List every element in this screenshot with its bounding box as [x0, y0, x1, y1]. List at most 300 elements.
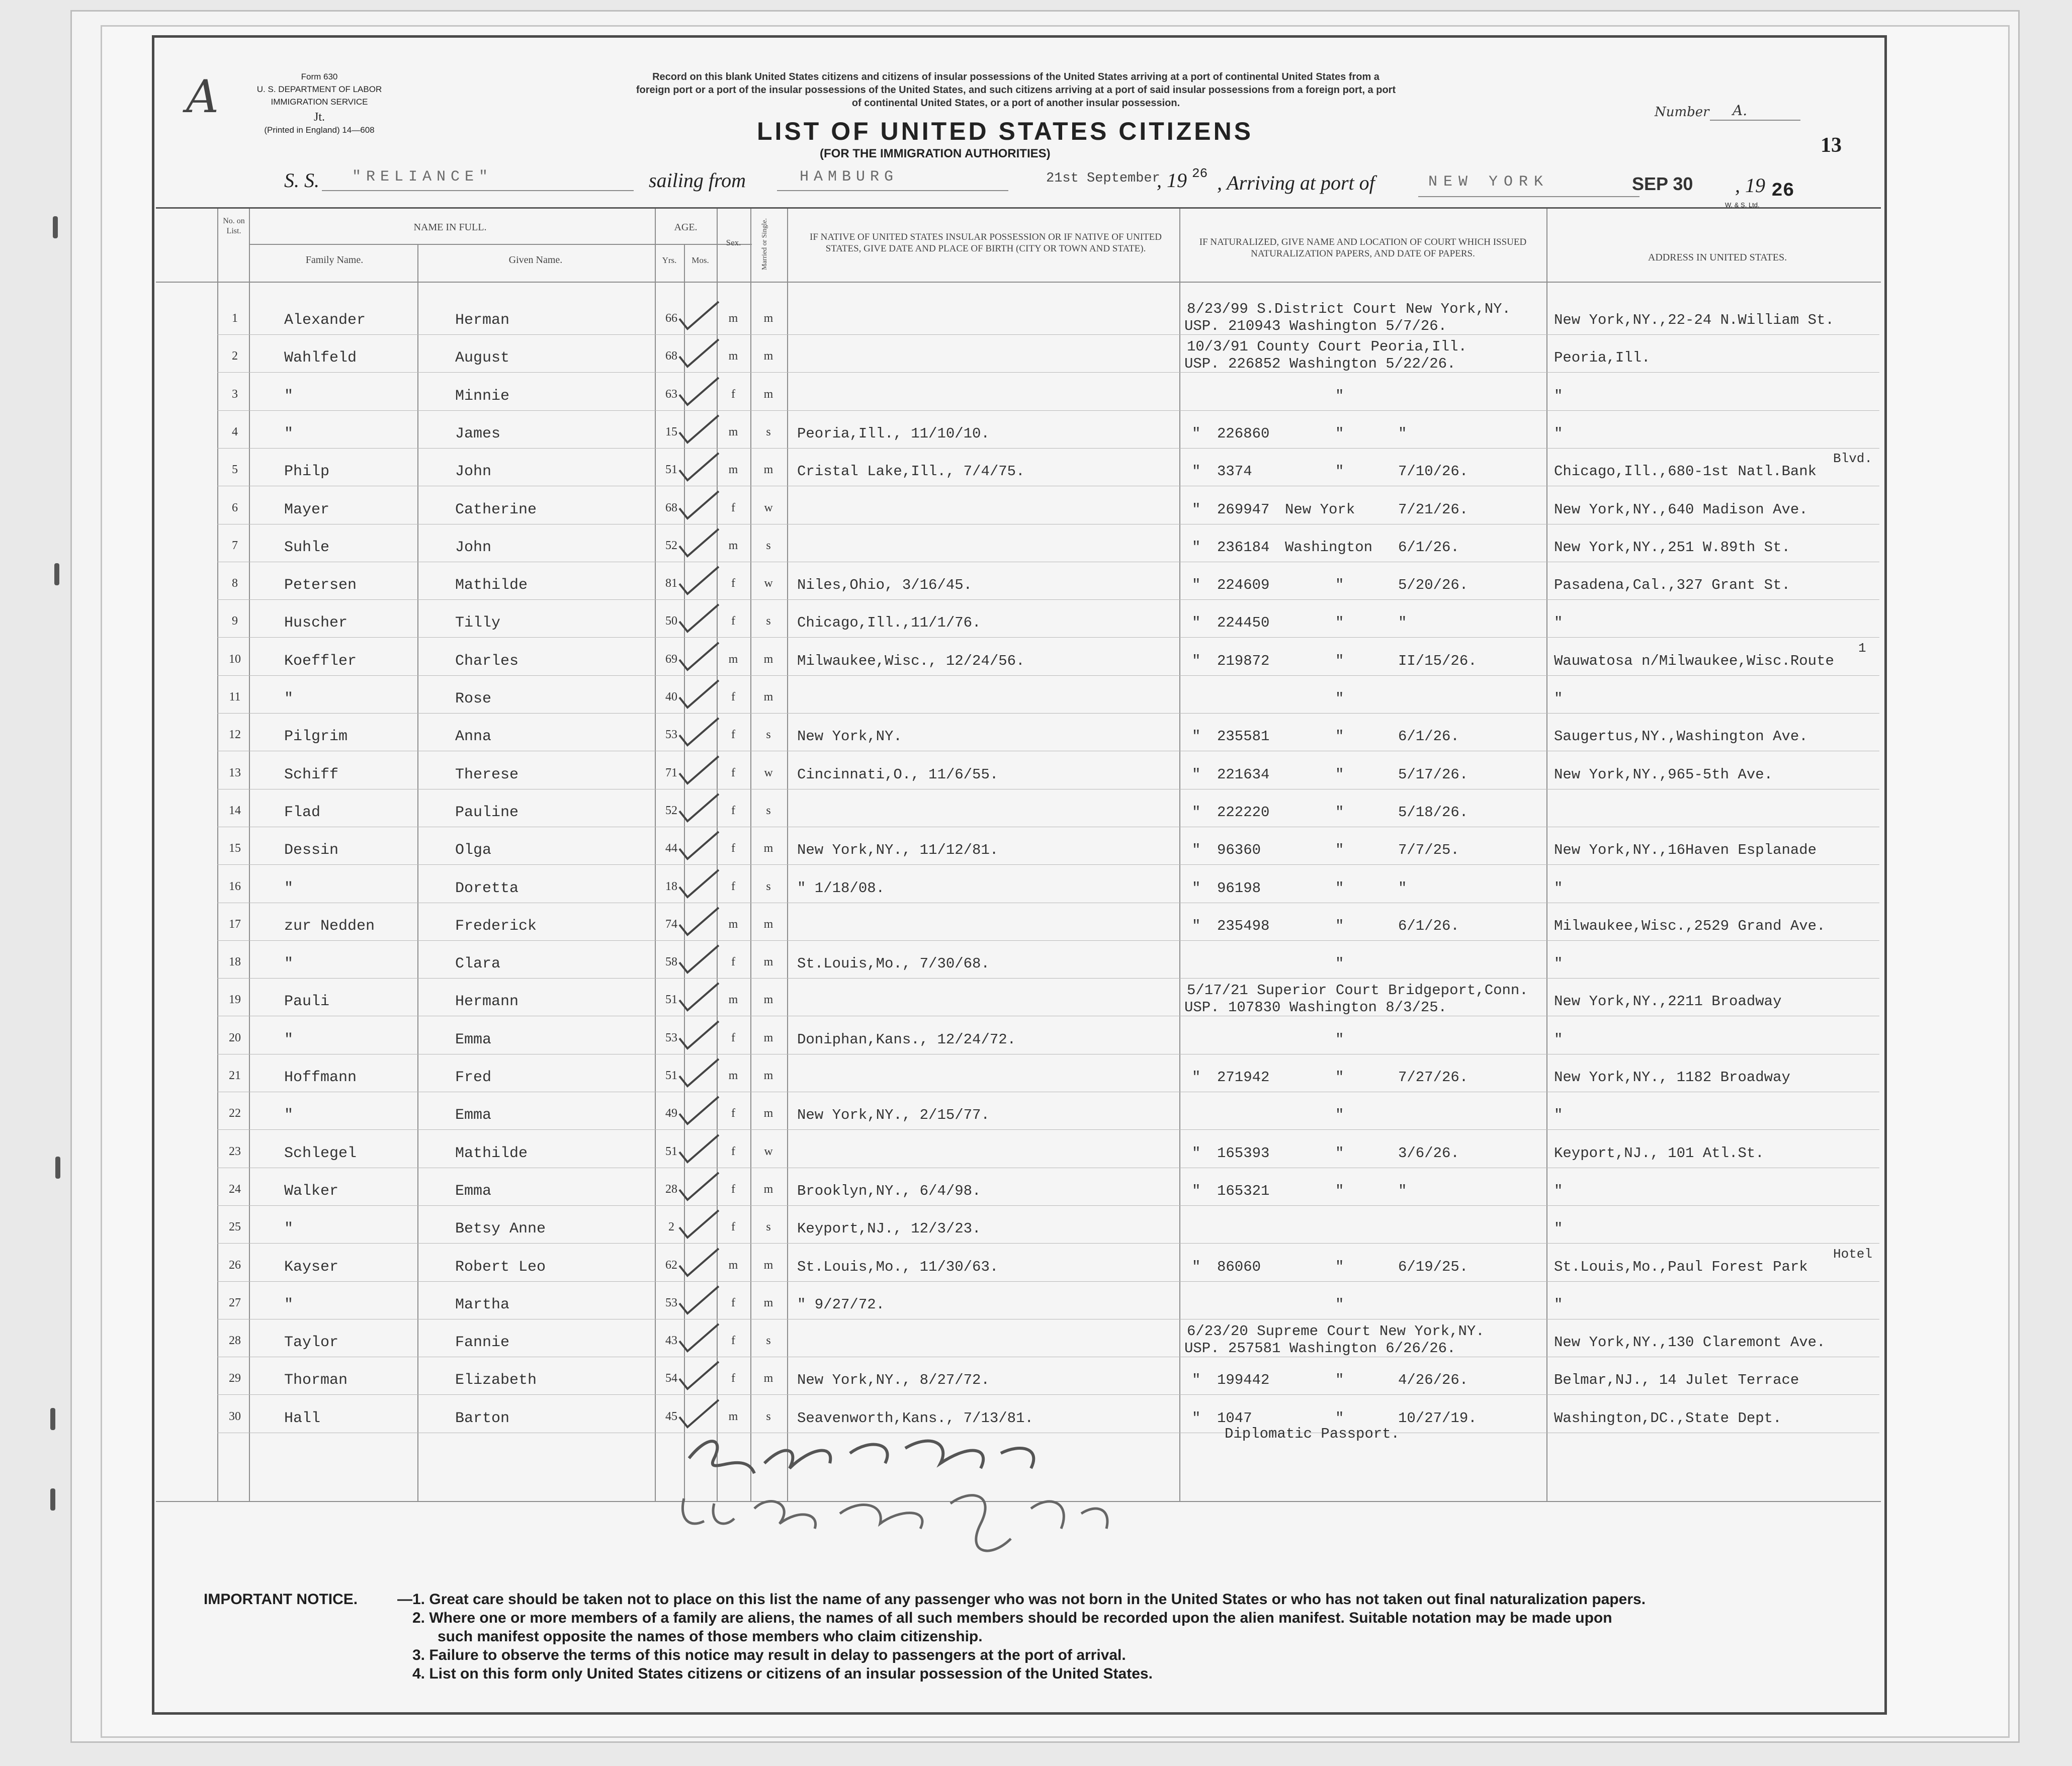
given-name: August — [455, 349, 510, 367]
sex: f — [731, 879, 735, 893]
check-mark-icon — [676, 1206, 722, 1242]
birth-place-date: Cincinnati,O., 11/6/55. — [797, 766, 999, 783]
header-name-in-full: NAME IN FULL. — [413, 222, 487, 233]
given-name: Mathilde — [455, 577, 528, 594]
check-mark-icon — [676, 1093, 722, 1128]
age-years: 53 — [665, 728, 677, 742]
given-name: Robert Leo — [455, 1258, 546, 1276]
given-name: Martha — [455, 1296, 510, 1313]
signature — [669, 1428, 1147, 1589]
given-name: Barton — [455, 1409, 510, 1427]
row-separator — [217, 1394, 1879, 1395]
age-years: 52 — [665, 539, 677, 552]
sex: f — [731, 1220, 735, 1234]
marital-status: m — [763, 1372, 773, 1385]
marital-status: m — [763, 1182, 773, 1196]
row-number: 10 — [229, 652, 241, 666]
header-age: AGE. — [674, 222, 698, 233]
naturalization-passport: USP. 257581 Washington 6/26/26. — [1184, 1340, 1456, 1357]
row-separator — [217, 448, 1879, 449]
sex: m — [728, 349, 738, 363]
marital-status: s — [766, 1334, 771, 1348]
given-name: Betsy Anne — [455, 1220, 546, 1238]
row-number: 8 — [232, 577, 238, 590]
given-name: Pauline — [455, 804, 519, 821]
naturalization-date: 7/27/26. — [1398, 1069, 1469, 1086]
row-number: 18 — [229, 955, 241, 969]
given-name: Tilly — [455, 614, 501, 632]
sex: f — [731, 1334, 735, 1348]
row-separator — [217, 864, 1879, 865]
check-mark-icon — [676, 790, 722, 825]
birth-place-date: New York,NY., 8/27/72. — [797, 1372, 990, 1389]
check-mark-icon — [676, 941, 722, 977]
naturalization-court: " — [1335, 728, 1344, 745]
age-years: 51 — [665, 463, 677, 477]
header-yrs: Yrs. — [662, 255, 677, 265]
naturalization-date: II/15/26. — [1398, 652, 1477, 669]
birth-place-date: " 1/18/08. — [797, 879, 885, 897]
naturalization-number: 269947 — [1217, 501, 1270, 518]
family-name: Flad — [284, 804, 321, 821]
family-name: Hall — [284, 1409, 321, 1427]
row-separator — [217, 372, 1879, 373]
family-name: Pilgrim — [284, 728, 348, 746]
birth-place-date: New York,NY. — [797, 728, 902, 745]
us-address: Chicago,Ill.,680-1st Natl.Bank — [1554, 463, 1817, 480]
naturalization-date: 4/26/26. — [1398, 1372, 1469, 1389]
printer-mark: W. & S. Ltd. — [1725, 201, 1760, 209]
naturalization-date: 7/21/26. — [1398, 501, 1469, 518]
naturalization-date: 6/1/26. — [1398, 539, 1459, 556]
us-address: " — [1554, 1107, 1563, 1124]
birth-place-date: Doniphan,Kans., 12/24/72. — [797, 1031, 1016, 1048]
marital-status: m — [763, 993, 773, 1007]
diplomatic-note: Diplomatic Passport. — [1225, 1426, 1400, 1442]
naturalization-number: 236184 — [1217, 539, 1270, 556]
naturalization-ditto: " — [1192, 652, 1201, 669]
marital-status: s — [766, 879, 771, 893]
check-mark-icon — [676, 1396, 722, 1431]
row-number: 19 — [229, 993, 241, 1007]
table-top-rule — [156, 207, 1881, 209]
naturalization-court: " — [1335, 879, 1344, 897]
naturalization-court: " — [1335, 463, 1344, 480]
birth-place-date: Keyport,NJ., 12/3/23. — [797, 1220, 981, 1238]
marital-status: m — [763, 349, 773, 363]
edge-mark — [55, 1157, 60, 1179]
birth-place-date: Niles,Ohio, 3/16/45. — [797, 577, 973, 594]
col-divider — [417, 244, 418, 1501]
marital-status: m — [763, 1031, 773, 1044]
us-address: " — [1554, 387, 1563, 404]
check-mark-icon — [676, 639, 722, 674]
us-address: Pasadena,Cal.,327 Grant St. — [1554, 577, 1790, 594]
header-no: No. on List. — [223, 217, 245, 235]
form-info — [221, 70, 417, 136]
marital-status: s — [766, 728, 771, 742]
from-rule — [777, 190, 1008, 191]
col-divider — [1546, 209, 1547, 1501]
birth-place-date: New York,NY., 2/15/77. — [797, 1107, 990, 1124]
col-divider — [787, 209, 788, 1501]
col-divider — [750, 209, 751, 1501]
age-years: 54 — [665, 1372, 677, 1385]
family-name: " — [284, 1220, 294, 1238]
age-years: 51 — [665, 993, 677, 1007]
row-number: 28 — [229, 1334, 241, 1348]
check-mark-icon — [676, 752, 722, 787]
check-mark-icon — [676, 866, 722, 901]
age-years: 49 — [665, 1107, 677, 1120]
naturalization-passport: USP. 226852 Washington 5/22/26. — [1184, 356, 1456, 373]
age-years: 51 — [665, 1069, 677, 1082]
family-name: zur Nedden — [284, 917, 375, 935]
sex: f — [731, 501, 735, 514]
check-mark-icon — [676, 600, 722, 636]
us-address: " — [1554, 879, 1563, 897]
year-prefix: , 19 — [1157, 169, 1187, 192]
row-number: 17 — [229, 917, 241, 931]
sex: f — [731, 804, 735, 817]
check-mark-icon — [676, 335, 722, 371]
naturalization-ditto: " — [1192, 1372, 1201, 1389]
us-address: " — [1554, 955, 1563, 973]
row-number: 22 — [229, 1107, 241, 1120]
check-mark-icon — [676, 1245, 722, 1280]
family-name: Philp — [284, 463, 330, 481]
naturalization-ditto: " — [1192, 1182, 1201, 1199]
marital-status: s — [766, 1220, 771, 1234]
family-name: Suhle — [284, 539, 330, 556]
naturalization-date: " — [1398, 1182, 1407, 1199]
us-address: " — [1554, 1220, 1563, 1238]
naturalization-court: " — [1335, 1031, 1344, 1048]
naturalization-number: 235498 — [1217, 917, 1270, 934]
record-line: of continental United States, or a port of another insular possession. — [851, 98, 1180, 109]
number-value: A. — [1733, 102, 1748, 119]
check-mark-icon — [676, 298, 722, 333]
age-years: 43 — [665, 1334, 677, 1348]
naturalization-court: " — [1335, 652, 1344, 669]
naturalization-court: " — [1335, 1372, 1344, 1389]
age-years: 63 — [665, 387, 677, 401]
row-number: 30 — [229, 1409, 241, 1423]
naturalization-passport: USP. 107830 Washington 8/3/25. — [1184, 999, 1447, 1016]
check-mark-icon — [676, 714, 722, 749]
page-number: 13 — [1821, 134, 1842, 157]
row-number: 11 — [229, 690, 241, 703]
notice-item: 2. Where one or more members of a family are aliens, the names of all such members should be recorded upon the alien manifest. Suitable notation may be made upon — [412, 1610, 1612, 1626]
us-address: Peoria,Ill. — [1554, 349, 1651, 367]
family-name: Taylor — [284, 1334, 339, 1352]
us-address: Milwaukee,Wisc.,2529 Grand Ave. — [1554, 917, 1826, 934]
naturalization-number: 165321 — [1217, 1182, 1270, 1199]
marital-status: m — [763, 917, 773, 931]
us-address: Keyport,NJ., 101 Atl.St. — [1554, 1144, 1764, 1162]
sex: m — [728, 425, 738, 438]
us-address: " — [1554, 425, 1563, 442]
birth-place-date: St.Louis,Mo., 7/30/68. — [797, 955, 990, 973]
header-given-name: Given Name. — [508, 254, 563, 266]
address-extra: Hotel — [1833, 1246, 1873, 1262]
given-name: Emma — [455, 1107, 492, 1124]
from-port: HAMBURG — [800, 168, 899, 186]
row-separator — [217, 940, 1879, 941]
family-name: Dessin — [284, 842, 339, 859]
us-address: New York,NY.,130 Claremont Ave. — [1554, 1334, 1826, 1351]
family-name: Alexander — [284, 312, 366, 329]
row-separator — [217, 1129, 1879, 1130]
us-address: Wauwatosa n/Milwaukee,Wisc.Route — [1554, 652, 1834, 669]
naturalization-date: 5/20/26. — [1398, 577, 1469, 594]
row-separator — [217, 1205, 1879, 1206]
naturalization-ditto: " — [1192, 804, 1201, 821]
year: 26 — [1192, 166, 1208, 181]
naturalization-court: " — [1335, 955, 1344, 973]
given-name: Fred — [455, 1069, 492, 1086]
naturalization-court: 6/23/20 Supreme Court New York,NY. — [1187, 1323, 1485, 1340]
us-address: New York,NY., 1182 Broadway — [1554, 1069, 1790, 1086]
sex: m — [728, 312, 738, 325]
family-name: " — [284, 387, 294, 405]
check-mark-icon — [676, 487, 722, 522]
marital-status: m — [763, 387, 773, 401]
given-name: Rose — [455, 690, 492, 708]
birth-place-date: Cristal Lake,Ill., 7/4/75. — [797, 463, 1025, 480]
row-number: 5 — [232, 463, 238, 477]
naturalization-court: 5/17/21 Superior Court Bridgeport,Conn. — [1187, 982, 1528, 999]
family-name: Mayer — [284, 501, 330, 518]
given-name: Emma — [455, 1182, 492, 1200]
given-name: Charles — [455, 652, 519, 670]
birth-place-date: Peoria,Ill., 11/10/10. — [797, 425, 990, 442]
row-number: 3 — [232, 387, 238, 401]
ship-rule — [322, 190, 634, 191]
naturalization-date: 10/27/19. — [1398, 1409, 1477, 1427]
age-years: 62 — [665, 1258, 677, 1272]
naturalization-ditto: " — [1192, 463, 1201, 480]
family-name: Petersen — [284, 577, 357, 594]
naturalization-ditto: " — [1192, 425, 1201, 442]
birth-place-date: New York,NY., 11/12/81. — [797, 842, 999, 859]
naturalization-court: " — [1335, 1296, 1344, 1313]
sex: f — [731, 1144, 735, 1158]
sex: f — [731, 577, 735, 590]
naturalization-ditto: " — [1192, 1409, 1201, 1427]
naturalization-court: " — [1335, 614, 1344, 632]
naturalization-court: " — [1335, 766, 1344, 783]
naturalization-number: 165393 — [1217, 1144, 1270, 1162]
edge-mark — [53, 216, 58, 238]
age-years: 71 — [665, 766, 677, 779]
family-name: " — [284, 1107, 294, 1124]
age-years: 74 — [665, 917, 677, 931]
family-name: Thorman — [284, 1372, 348, 1389]
sex: f — [731, 614, 735, 628]
check-mark-icon — [676, 676, 722, 712]
row-separator — [217, 675, 1879, 676]
check-mark-icon — [676, 1320, 722, 1355]
page-title: LIST OF UNITED STATES CITIZENS — [757, 117, 1254, 145]
notice-heading: IMPORTANT NOTICE. — [204, 1591, 358, 1608]
family-name: Hoffmann — [284, 1069, 357, 1086]
age-years: 68 — [665, 501, 677, 514]
given-name: Therese — [455, 766, 519, 783]
given-name: Frederick — [455, 917, 537, 935]
given-name: John — [455, 463, 492, 481]
naturalization-court: New York — [1285, 501, 1355, 518]
corner-mark: A — [186, 70, 219, 123]
age-years: 44 — [665, 842, 677, 855]
naturalization-number: 226860 — [1217, 425, 1270, 442]
age-years: 68 — [665, 349, 677, 363]
marital-status: s — [766, 425, 771, 438]
family-name: Schiff — [284, 766, 339, 783]
given-name: Fannie — [455, 1334, 510, 1352]
header-mos: Mos. — [692, 255, 709, 265]
naturalization-ditto: " — [1192, 1069, 1201, 1086]
header-naturalized: IF NATURALIZED, GIVE NAME AND LOCATION OF COURT WHICH ISSUED NATURALIZATION PAPERS, AND DATE OF PAPERS. — [1199, 237, 1527, 259]
us-address: " — [1554, 614, 1563, 632]
family-name: Wahlfeld — [284, 349, 357, 367]
naturalization-ditto: " — [1192, 614, 1201, 632]
year: 26 — [1771, 180, 1794, 202]
header-married: Married or Single. — [761, 218, 768, 270]
naturalization-court: " — [1335, 1258, 1344, 1275]
naturalization-court: 10/3/91 County Court Peoria,Ill. — [1187, 338, 1467, 356]
sex: m — [728, 652, 738, 666]
age-years: 81 — [665, 577, 677, 590]
number-label: Number — [1655, 105, 1709, 120]
age-years: 45 — [665, 1409, 677, 1423]
naturalization-date: 5/18/26. — [1398, 804, 1469, 821]
to-rule — [1418, 196, 1639, 197]
us-address: New York,NY.,22-24 N.William St. — [1554, 312, 1834, 328]
header-bottom-rule — [156, 282, 1881, 283]
naturalization-number: 222220 — [1217, 804, 1270, 821]
check-mark-icon — [676, 979, 722, 1014]
naturalization-ditto: " — [1192, 766, 1201, 783]
row-number: 4 — [232, 425, 238, 438]
marital-status: m — [763, 1069, 773, 1082]
given-name: James — [455, 425, 501, 443]
sex: m — [728, 993, 738, 1007]
marital-status: w — [764, 577, 773, 590]
department: U. S. DEPARTMENT OF LABOR — [256, 84, 382, 94]
marital-status: m — [763, 1107, 773, 1120]
naturalization-date: 6/19/25. — [1398, 1258, 1469, 1275]
naturalization-court: " — [1335, 1182, 1344, 1199]
row-number: 24 — [229, 1182, 241, 1196]
record-line: Record on this blank United States citizens and citizens of insular possessions of the United States arriving at a port of continental United States from a — [652, 71, 1379, 82]
check-mark-icon — [676, 449, 722, 484]
row-number: 15 — [229, 842, 241, 855]
given-name: Catherine — [455, 501, 537, 518]
us-address: Saugertus,NY.,Washington Ave. — [1554, 728, 1808, 745]
marital-status: w — [764, 766, 773, 779]
given-name: Doretta — [455, 879, 519, 897]
marital-status: m — [763, 842, 773, 855]
edge-mark — [50, 1408, 55, 1430]
family-name: Kayser — [284, 1258, 339, 1276]
family-name: Koeffler — [284, 652, 357, 670]
check-mark-icon — [676, 1131, 722, 1166]
naturalization-date: 3/6/26. — [1398, 1144, 1459, 1162]
family-name: " — [284, 425, 294, 443]
naturalization-date: 6/1/26. — [1398, 917, 1459, 934]
us-address: New York,NY.,640 Madison Ave. — [1554, 501, 1808, 518]
marital-status: m — [763, 1296, 773, 1309]
row-number: 29 — [229, 1372, 241, 1385]
birth-place-date: Chicago,Ill.,11/1/76. — [797, 614, 981, 632]
sex: f — [731, 1107, 735, 1120]
edge-mark — [50, 1488, 55, 1511]
row-separator — [217, 713, 1879, 714]
age-years: 28 — [665, 1182, 677, 1196]
naturalization-date: " — [1398, 879, 1407, 897]
naturalization-court: " — [1335, 1107, 1344, 1124]
marital-status: w — [764, 501, 773, 514]
row-number: 21 — [229, 1069, 241, 1082]
given-name: John — [455, 539, 492, 556]
naturalization-court: " — [1335, 425, 1344, 442]
record-line: foreign port or a port of the insular possessions of the United States, and such citizens arriving at a port of said insular possessions from a foreign port, a port — [636, 84, 1396, 96]
sailing-label: sailing from — [649, 169, 746, 192]
row-number: 1 — [232, 312, 238, 325]
naturalization-court: " — [1335, 577, 1344, 594]
check-mark-icon — [676, 1358, 722, 1393]
age-years: 50 — [665, 614, 677, 628]
family-name: " — [284, 955, 294, 973]
col-divider — [217, 209, 218, 1501]
marital-status: s — [766, 1409, 771, 1423]
check-mark-icon — [676, 1169, 722, 1204]
form-number: Form 630 — [301, 72, 338, 81]
naturalization-court: " — [1335, 387, 1344, 404]
notice-item: —1. Great care should be taken not to place on this list the name of any passenger who was not born in the United States or who has not taken out final naturalization papers. — [397, 1591, 1646, 1608]
naturalization-ditto: " — [1192, 917, 1201, 934]
row-separator — [217, 1243, 1879, 1244]
arriving-label: , Arriving at port of — [1217, 171, 1375, 194]
sex: f — [731, 842, 735, 855]
naturalization-court: " — [1335, 1144, 1344, 1162]
naturalization-number: 96198 — [1217, 879, 1261, 897]
naturalization-number: 221634 — [1217, 766, 1270, 783]
naturalization-court: " — [1335, 804, 1344, 821]
row-number: 26 — [229, 1258, 241, 1272]
sex: f — [731, 728, 735, 742]
sex: m — [728, 463, 738, 477]
record-note — [498, 70, 1534, 110]
row-number: 2 — [232, 349, 238, 363]
us-address: Belmar,NJ., 14 Julet Terrace — [1554, 1372, 1799, 1389]
naturalization-passport: USP. 210943 Washington 5/7/26. — [1184, 318, 1447, 334]
naturalization-date: " — [1398, 425, 1407, 442]
given-name: Anna — [455, 728, 492, 746]
age-years: 18 — [665, 879, 677, 893]
row-separator — [217, 637, 1879, 638]
naturalization-number: 271942 — [1217, 1069, 1270, 1086]
given-name: Elizabeth — [455, 1372, 537, 1389]
marital-status: w — [764, 1144, 773, 1158]
us-address: " — [1554, 1031, 1563, 1048]
check-mark-icon — [676, 1017, 722, 1052]
row-separator — [217, 334, 1879, 335]
marital-status: m — [763, 955, 773, 969]
us-address: New York,NY.,16Haven Esplanade — [1554, 842, 1817, 859]
naturalization-date: 5/17/26. — [1398, 766, 1469, 783]
